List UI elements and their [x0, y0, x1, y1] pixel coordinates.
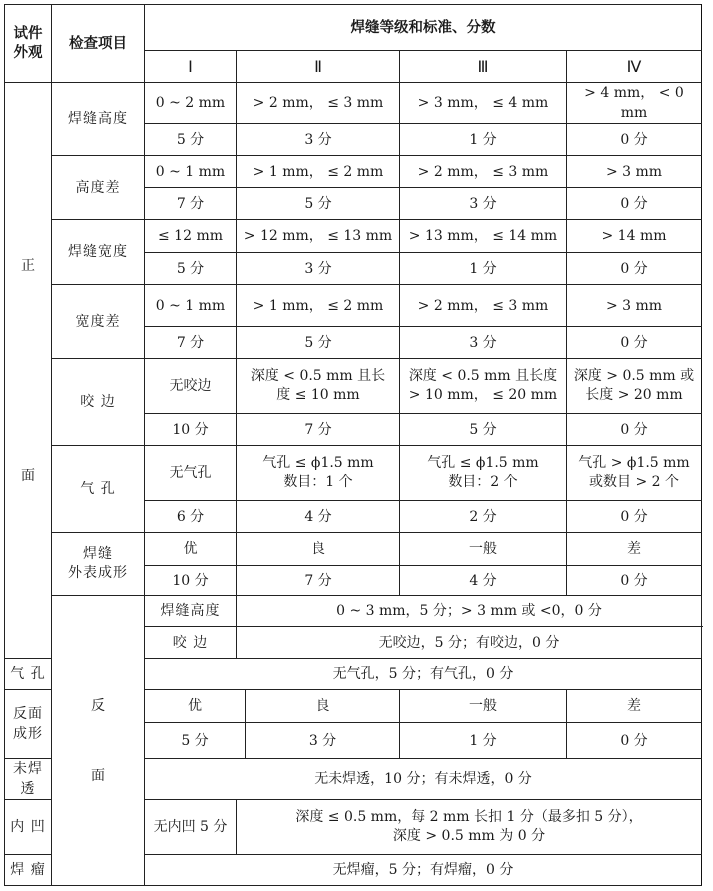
item-name: 焊 瘤 — [5, 855, 52, 886]
score-cell: 5 分 — [145, 124, 237, 156]
standard-line1: 气孔 ≤ ϕ1.5 mm — [262, 455, 374, 471]
standard-cell — [237, 359, 400, 414]
grade-3: Ⅲ — [400, 51, 567, 83]
score-cell: 10 分 — [145, 566, 237, 596]
score-cell: 3 分 — [246, 723, 400, 759]
table-row — [5, 446, 702, 501]
header-specimen-line2: 外观 — [13, 44, 43, 61]
item-name — [52, 533, 145, 596]
item-name: 焊缝高度 — [52, 83, 145, 156]
standard-line1: 深度 < 0.5 mm 且长度 — [408, 368, 558, 384]
item-name: 气 孔 — [5, 659, 52, 690]
grade-1: Ⅰ — [145, 51, 237, 83]
standard-cell: 0 ~ 2 mm — [145, 83, 237, 124]
item-name-line2: 外表成形 — [68, 565, 128, 581]
item-name: 焊缝宽度 — [52, 220, 145, 285]
standard-cell: 良 — [237, 533, 400, 566]
standard-cell: > 14 mm — [567, 220, 702, 253]
item-name-line1: 焊缝 — [83, 546, 113, 562]
header-grade-group: 焊缝等级和标准、分数 — [145, 5, 702, 51]
item-name: 反面成形 — [5, 690, 52, 759]
score-table-wrapper — [4, 4, 702, 886]
score-cell: 3 分 — [237, 253, 400, 285]
standard-cell: > 2 mm， ≤ 3 mm — [400, 285, 567, 327]
score-cell: 5 分 — [145, 723, 246, 759]
standard-line1: 气孔 > ϕ1.5 mm — [578, 455, 690, 471]
standard-cell: 0 ~ 1 mm — [145, 156, 237, 188]
table-row — [5, 596, 702, 627]
score-cell: 3 分 — [400, 327, 567, 359]
standard-cell — [400, 359, 567, 414]
score-cell: 6 分 — [145, 501, 237, 533]
standard-line1: 深度 < 0.5 mm 且长 — [250, 368, 386, 384]
score-cell: 0 分 — [567, 501, 702, 533]
table-row — [5, 285, 702, 327]
score-cell: 7 分 — [145, 188, 237, 220]
weld-scoring-table — [4, 4, 702, 886]
standard-line2: 数目：1 个 — [283, 474, 353, 490]
item-name: 未焊透 — [5, 759, 52, 800]
standard-line2: 数目：2 个 — [448, 474, 518, 490]
score-cell: 0 分 — [567, 723, 702, 759]
grade-cell: 优 — [145, 690, 246, 723]
score-cell: 5 分 — [400, 414, 567, 446]
rule-cell: 无未焊透，10 分；有未焊透，0 分 — [145, 759, 702, 800]
standard-cell: > 2 mm， ≤ 3 mm — [237, 83, 400, 124]
score-cell: 2 分 — [400, 501, 567, 533]
standard-cell: 优 — [145, 533, 237, 566]
standard-cell: > 13 mm， ≤ 14 mm — [400, 220, 567, 253]
rule-cell: 无内凹 5 分 — [145, 800, 237, 855]
header-specimen-appearance — [5, 5, 52, 83]
table-row — [5, 359, 702, 414]
score-cell: 1 分 — [400, 253, 567, 285]
back-side-label — [52, 596, 145, 886]
standard-line2: > 10 mm， ≤ 20 mm — [408, 387, 558, 403]
score-cell: 0 分 — [567, 124, 702, 156]
standard-cell: > 12 mm， ≤ 13 mm — [237, 220, 400, 253]
standard-cell — [237, 446, 400, 501]
header-check-item: 检查项目 — [52, 5, 145, 83]
item-name: 内 凹 — [5, 800, 52, 855]
score-cell: 0 分 — [567, 188, 702, 220]
rule-cell: 无气孔，5 分；有气孔，0 分 — [145, 659, 702, 690]
standard-cell: 差 — [567, 533, 702, 566]
standard-cell: ≤ 12 mm — [145, 220, 237, 253]
front-side-label — [5, 83, 52, 659]
score-cell: 5 分 — [237, 327, 400, 359]
rule-cell: 无焊瘤，5 分；有焊瘤，0 分 — [145, 855, 702, 886]
standard-line2: 或数目 > 2 个 — [589, 474, 679, 490]
rule-line2: 深度 > 0.5 mm 为 0 分 — [392, 828, 546, 844]
score-cell: 10 分 — [145, 414, 237, 446]
standard-cell: 0 ~ 1 mm — [145, 285, 237, 327]
grade-4: Ⅳ — [567, 51, 702, 83]
rule-line1: 深度 ≤ 0.5 mm，每 2 mm 长扣 1 分（最多扣 5 分）， — [295, 809, 643, 825]
standard-cell: 一般 — [400, 533, 567, 566]
standard-cell: > 3 mm， ≤ 4 mm — [400, 83, 567, 124]
table-row — [5, 83, 702, 124]
item-name: 气 孔 — [52, 446, 145, 533]
back-label-char2: 面 — [91, 767, 105, 784]
standard-cell: 无气孔 — [145, 446, 237, 501]
standard-cell: > 2 mm， ≤ 3 mm — [400, 156, 567, 188]
score-cell: 7 分 — [237, 414, 400, 446]
standard-cell — [400, 446, 567, 501]
front-label-char2: 面 — [21, 467, 35, 484]
score-cell: 7 分 — [145, 327, 237, 359]
score-cell: 5 分 — [145, 253, 237, 285]
score-cell: 3 分 — [400, 188, 567, 220]
grade-cell: 良 — [246, 690, 400, 723]
rule-cell: 无咬边，5 分；有咬边，0 分 — [237, 627, 702, 659]
score-cell: 1 分 — [400, 723, 567, 759]
score-cell: 4 分 — [400, 566, 567, 596]
item-name: 焊缝高度 — [145, 596, 237, 627]
standard-cell: > 4 mm， < 0 mm — [567, 83, 702, 124]
score-cell: 0 分 — [567, 327, 702, 359]
item-name: 高度差 — [52, 156, 145, 220]
score-cell: 3 分 — [237, 124, 400, 156]
front-label-char1: 正 — [21, 257, 35, 274]
item-name: 咬 边 — [52, 359, 145, 446]
table-row — [5, 220, 702, 253]
table-row — [5, 156, 702, 188]
score-cell: 5 分 — [237, 188, 400, 220]
header-specimen-line1: 试件 — [13, 25, 43, 42]
standard-cell: 无咬边 — [145, 359, 237, 414]
table-row — [5, 533, 702, 566]
grade-cell: 一般 — [400, 690, 567, 723]
standard-cell — [567, 446, 702, 501]
score-cell: 1 分 — [400, 124, 567, 156]
back-label-char1: 反 — [91, 697, 105, 714]
item-name: 咬 边 — [145, 627, 237, 659]
standard-cell — [567, 359, 702, 414]
item-name: 宽度差 — [52, 285, 145, 359]
header-row-1 — [5, 5, 702, 51]
score-cell: 0 分 — [567, 253, 702, 285]
rule-cell — [237, 800, 702, 855]
score-cell: 0 分 — [567, 566, 702, 596]
standard-cell: > 3 mm — [567, 285, 702, 327]
standard-line1: 气孔 ≤ ϕ1.5 mm — [427, 455, 539, 471]
score-cell: 7 分 — [237, 566, 400, 596]
grade-2: Ⅱ — [237, 51, 400, 83]
standard-line2: 度 ≤ 10 mm — [276, 387, 360, 403]
standard-line1: 深度 > 0.5 mm 或 — [573, 368, 695, 384]
standard-cell: > 1 mm， ≤ 2 mm — [237, 285, 400, 327]
score-cell: 0 分 — [567, 414, 702, 446]
rule-cell: 0 ~ 3 mm，5 分；> 3 mm 或 <0，0 分 — [237, 596, 702, 627]
standard-cell: > 1 mm， ≤ 2 mm — [237, 156, 400, 188]
grade-cell: 差 — [567, 690, 702, 723]
standard-line2: 长度 > 20 mm — [585, 387, 683, 403]
standard-cell: > 3 mm — [567, 156, 702, 188]
score-cell: 4 分 — [237, 501, 400, 533]
